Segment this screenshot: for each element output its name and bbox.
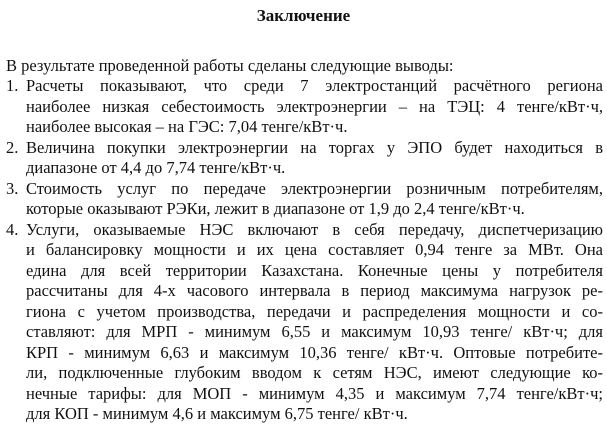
- item-number: 2.: [6, 137, 19, 157]
- text-line: Стоимость услуг по передаче электроэнергии розничным потребителям,: [26, 178, 603, 198]
- intro-paragraph: В результате проведенной работы сделаны следующие выводы:: [6, 56, 454, 75]
- text-line: диапазоне от 4,4 до 7,74 тенге/кВт·ч.: [26, 158, 286, 177]
- list-item: [0, 138, 607, 179]
- text-line: ставляют: для МРП - минимум 6,55 и максимум 10,93 тенге/ кВт·ч; для: [26, 322, 603, 341]
- item-number: 3.: [6, 178, 19, 198]
- item-number: 1.: [6, 76, 19, 95]
- list-item: [0, 220, 607, 425]
- text-line: Услуги, оказываемые НЭС включают в себя передачу, диспетчеризацию: [26, 219, 603, 239]
- text-line: рассчитаны для 4-х часового интервала в период максимума нагрузок ре-: [26, 281, 603, 300]
- text-line: КРП - минимум 6,63 и максимум 10,36 тенге/ кВт·ч. Оптовые потребите-: [26, 342, 603, 362]
- text-line: и балансировку мощности и их цена составляет 0,94 тенге за МВт. Она: [26, 240, 603, 259]
- text-line: которые оказывают РЭКи, лежит в диапазоне от 1,9 до 2,4 тенге/кВт·ч.: [26, 199, 525, 218]
- document-title: Заключение: [256, 6, 351, 25]
- list-item: [0, 179, 607, 220]
- text-line: наиболее низкая себестоимость электроэнергии – на ТЭЦ: 4 тенге/кВт·ч,: [26, 96, 603, 116]
- text-line: Величина покупки электроэнергии на торгах у ЭПО будет находиться в: [26, 137, 603, 157]
- text-line: нечные тарифы: для МОП - минимум 4,35 и максимум 7,74 тенге/кВт·ч;: [26, 383, 603, 403]
- item-number: 4.: [6, 219, 19, 239]
- text-line: Расчеты показывают, что среди 7 электростанций расчётного региона: [26, 76, 603, 95]
- text-line: едина для всей территории Казахстана. Конечные цены у потребителя: [26, 260, 603, 280]
- text-line: для КОП - минимум 4,6 и максимум 6,75 тенге/ кВт·ч.: [26, 404, 408, 423]
- text-line: гиона с учетом производства, передачи и распределения мощности и со-: [26, 301, 603, 321]
- text-line: ли, подключенные глубоким вводом к сетям НЭС, имеют следующие ко-: [26, 363, 603, 382]
- list-item: [0, 76, 607, 138]
- conclusions-list: [0, 76, 607, 425]
- text-line: наиболее высокая – на ГЭС: 7,04 тенге/кВт·ч.: [26, 117, 348, 136]
